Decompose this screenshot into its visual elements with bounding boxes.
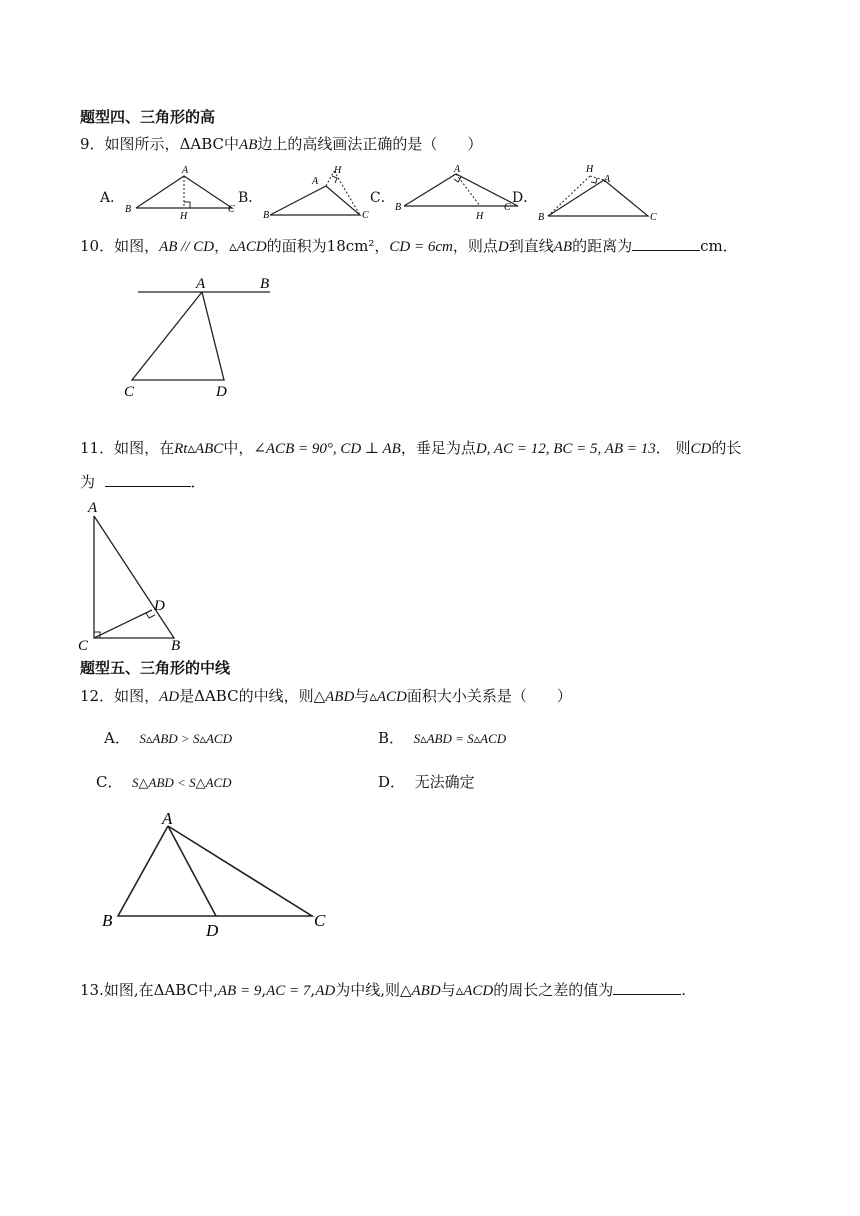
- q9-figure-a: [122, 162, 240, 220]
- q13-text2: 中,: [198, 981, 218, 999]
- q13-end: .: [681, 981, 687, 999]
- q11-figure: [74, 498, 194, 654]
- q9a-label-h: H: [180, 211, 188, 220]
- q13-ab: AB = 9: [217, 983, 262, 999]
- q9b-label-a: A: [312, 176, 319, 187]
- q12-option-c-expr: S△ABD < S△ACD: [132, 775, 232, 790]
- q10-area: 18cm²: [326, 237, 375, 255]
- q11-label-d: D: [154, 598, 165, 614]
- q12-label-a: A: [162, 809, 173, 828]
- q13-tri: ΔABC: [153, 981, 199, 999]
- q13-ac: AC = 7: [266, 983, 311, 999]
- q10-tail2: 到直线: [508, 237, 554, 255]
- q11-cond: ∠ACB = 90°, CD ⊥ AB: [253, 441, 401, 457]
- q13-sep: ,: [261, 981, 267, 999]
- question-10: [80, 236, 738, 257]
- q9c-label-a: A: [454, 164, 461, 175]
- q12-option-b[interactable]: [378, 728, 506, 749]
- q11-answer-blank[interactable]: [105, 472, 191, 487]
- q12-label-b: B: [102, 911, 113, 930]
- q9-option-c-label: C．: [370, 190, 395, 206]
- q11-line2: 为: [80, 473, 96, 491]
- q12-tri: ΔABC: [194, 687, 239, 705]
- q13-text5: 的周长之差的值为: [493, 981, 614, 999]
- q9-figure-c: [394, 162, 524, 220]
- q13-text4: 与: [440, 981, 456, 999]
- q12-option-d[interactable]: [378, 772, 475, 792]
- q13-ad: AD: [315, 983, 336, 999]
- q11-text5: 的长: [711, 439, 742, 457]
- question-13: [80, 980, 686, 1001]
- q12-option-c[interactable]: [96, 772, 232, 793]
- q11-cd: CD: [690, 441, 712, 457]
- q12-text4: 与: [354, 687, 370, 705]
- q9b-label-h: H: [334, 165, 342, 176]
- q9-text-mid: 中: [224, 135, 240, 153]
- q12-text2: 是: [179, 687, 195, 705]
- q10-number: 10．: [80, 237, 115, 255]
- q9c-label-b: B: [395, 202, 402, 213]
- q9a-label-c: C: [228, 204, 235, 215]
- q11-rt: Rt▵ABC: [174, 441, 224, 457]
- question-11-line2: [80, 472, 206, 492]
- q11-label-c: C: [78, 638, 89, 654]
- q12-option-c-label: C．: [96, 773, 123, 791]
- q11-label-a: A: [88, 500, 98, 516]
- q12-option-d-text: 无法确定: [414, 773, 475, 791]
- q9c-label-c: C: [504, 202, 511, 213]
- q13-abd: ABD: [411, 983, 441, 999]
- q10-label-d: D: [216, 384, 227, 400]
- q9-figure-b: [262, 162, 380, 220]
- q12-figure: [96, 808, 346, 944]
- q13-acd: ▵ACD: [455, 983, 494, 999]
- q9-number: 9．: [80, 135, 105, 153]
- q9d-label-a: A: [604, 174, 611, 185]
- q11-text4: ． 则: [655, 439, 691, 457]
- q11-text1: 如图，在: [114, 439, 175, 457]
- q13-text1: 如图,在: [103, 981, 154, 999]
- q12-option-a[interactable]: [104, 728, 232, 749]
- q10-pd: D: [497, 239, 509, 255]
- q10-figure: [120, 272, 290, 404]
- q10-label-b: B: [260, 276, 270, 292]
- q9d-label-c: C: [650, 212, 657, 222]
- q11-label-b: B: [171, 638, 181, 654]
- q9a-label-a: A: [182, 165, 189, 176]
- q10-pab: AB: [553, 239, 573, 255]
- question-12: [80, 686, 572, 707]
- q10-label-c: C: [124, 384, 135, 400]
- q9-option-a-label: A．: [100, 190, 125, 206]
- q9a-label-b: B: [125, 204, 132, 215]
- q9b-label-b: B: [263, 210, 270, 220]
- q12-option-a-label: A．: [104, 729, 130, 747]
- q12-text5: 面积大小关系是（ ）: [406, 687, 572, 705]
- q9c-label-h: H: [476, 211, 484, 220]
- q13-sep2: ,: [310, 981, 316, 999]
- q12-number: 12．: [80, 687, 115, 705]
- q10-area-text: 的面积为: [266, 237, 327, 255]
- q12-text1: 如图，: [114, 687, 160, 705]
- q10-rel: AB // CD: [159, 239, 215, 255]
- q9d-label-h: H: [586, 164, 594, 175]
- q10-answer-blank[interactable]: [632, 236, 700, 251]
- q10-sep2: ，: [374, 237, 390, 255]
- q12-ad: AD: [159, 689, 180, 705]
- q11-cond2: D, AC = 12, BC = 5, AB = 13: [475, 441, 656, 457]
- q9-text-pre: 如图所示，: [104, 135, 180, 153]
- q12-label-d: D: [206, 921, 219, 940]
- section-heading-4: 题型四、三角形的高: [80, 108, 216, 126]
- q12-option-b-label: B．: [378, 729, 405, 747]
- q9-option-d-label: D．: [512, 190, 538, 206]
- q12-option-a-expr: S▵ABD > S▵ACD: [139, 731, 232, 746]
- section-heading-5: 题型五、三角形的中线: [80, 659, 231, 677]
- q9b-label-c: C: [362, 210, 369, 220]
- q13-text3: 为中线,则△: [335, 981, 412, 999]
- q9-ab: AB: [239, 137, 258, 153]
- q12-text3: 的中线，则△: [238, 687, 326, 705]
- q13-number: 13.: [80, 981, 104, 999]
- q10-text: 如图，: [114, 237, 160, 255]
- q10-cd: CD = 6cm: [389, 239, 453, 255]
- q11-text3: ，垂足为点: [400, 439, 476, 457]
- q9-option-b-label: B．: [238, 190, 263, 206]
- q12-option-d-label: D．: [378, 773, 406, 791]
- q12-acd: ▵ACD: [369, 689, 407, 705]
- q10-unit: cm．: [700, 237, 738, 255]
- q9-triangle: ΔABC: [179, 135, 225, 153]
- q13-answer-blank[interactable]: [613, 980, 681, 995]
- q10-sep1: ，: [214, 237, 230, 255]
- q11-end: ．: [190, 473, 206, 491]
- question-9: [80, 134, 482, 155]
- q11-text2: 中，: [223, 439, 254, 457]
- q10-tail3: 的距离为: [572, 237, 633, 255]
- q12-option-b-expr: S▵ABD = S▵ACD: [413, 731, 507, 746]
- question-11: [80, 438, 741, 459]
- q9-figure-d: [536, 158, 666, 222]
- q10-tri: ▵ACD: [229, 239, 267, 255]
- q9d-label-b: B: [538, 212, 545, 222]
- q12-label-c: C: [314, 911, 326, 930]
- q11-number: 11．: [80, 439, 115, 457]
- q9-text-post: 边上的高线画法正确的是（ ）: [257, 135, 483, 153]
- q12-abd: ABD: [325, 689, 355, 705]
- q10-label-a: A: [196, 276, 206, 292]
- q10-tail: ，则点: [452, 237, 498, 255]
